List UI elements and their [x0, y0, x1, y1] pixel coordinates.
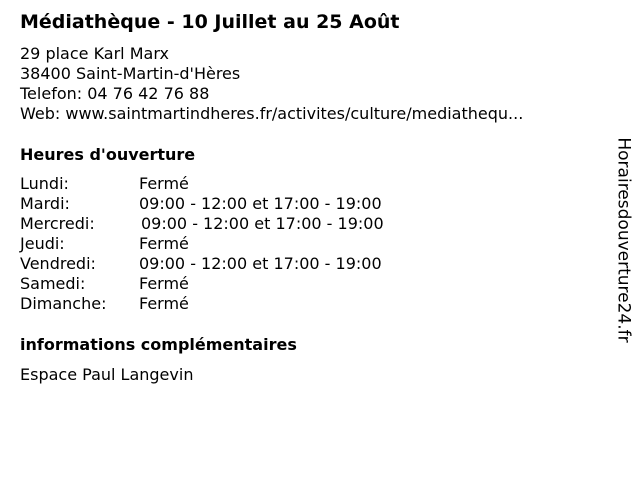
hours-day: Mercredi:: [20, 214, 95, 233]
info-heading: informations complémentaires: [20, 335, 297, 354]
hours-heading: Heures d'ouverture: [20, 145, 196, 164]
address-street: 29 place Karl Marx: [20, 44, 169, 63]
watermark-text: Horairesdouverture24.fr: [614, 137, 634, 343]
info-text: Espace Paul Langevin: [20, 365, 194, 384]
address-city: 38400 Saint-Martin-d'Hères: [20, 64, 241, 83]
hours-time: 09:00 - 12:00 et 17:00 - 19:00: [141, 214, 384, 233]
hours-day: Jeudi:: [20, 234, 65, 253]
page-title: Médiathèque - 10 Juillet au 25 Août: [20, 11, 400, 33]
watermark: [612, 135, 636, 345]
hours-day: Mardi:: [20, 194, 70, 213]
hours-time: Fermé: [139, 274, 189, 293]
hours-day: Samedi:: [20, 274, 86, 293]
hours-day: Vendredi:: [20, 254, 96, 273]
hours-time: 09:00 - 12:00 et 17:00 - 19:00: [139, 194, 382, 213]
hours-time: Fermé: [139, 174, 189, 193]
address-phone: Telefon: 04 76 42 76 88: [20, 84, 210, 103]
address-block: [20, 44, 523, 124]
hours-time: 09:00 - 12:00 et 17:00 - 19:00: [139, 254, 382, 273]
hours-day: Dimanche:: [20, 294, 107, 313]
address-web: Web: www.saintmartindheres.fr/activites/culture/mediathequ...: [20, 104, 524, 123]
hours-time: Fermé: [139, 234, 189, 253]
hours-day: Lundi:: [20, 174, 69, 193]
hours-time: Fermé: [139, 294, 189, 313]
